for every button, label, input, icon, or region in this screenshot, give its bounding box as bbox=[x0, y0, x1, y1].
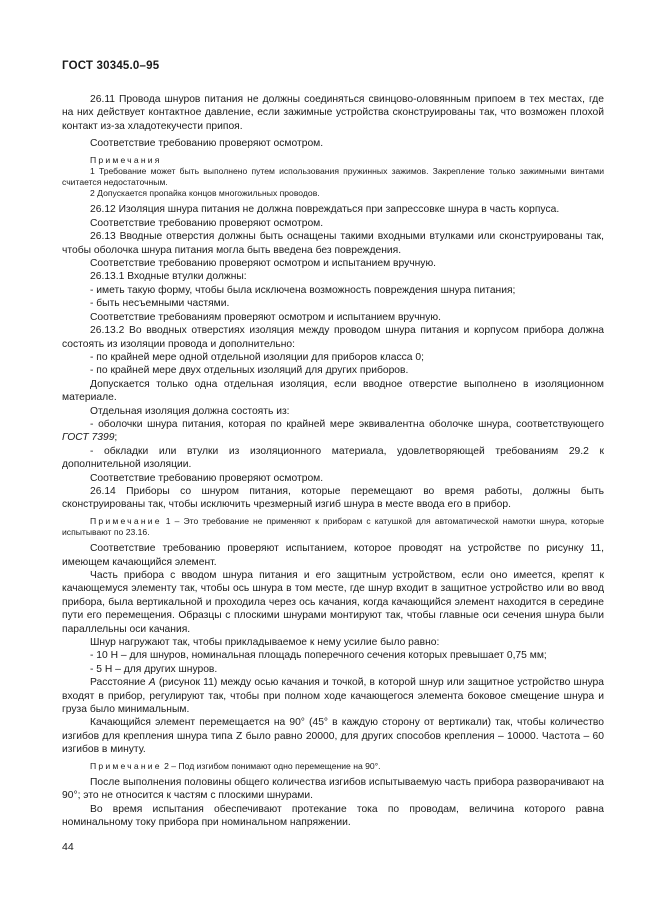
document-header: ГОСТ 30345.0–95 bbox=[62, 60, 160, 72]
compliance-text: Соответствие требованиям проверяют осмотром и испытанием вручную. bbox=[90, 311, 441, 323]
compliance-text: Соответствие требованию проверяют осмотром. bbox=[90, 138, 324, 150]
clause-26-13-2: 26.13.2 Во вводных отверстиях изоляция между проводом шнура питания и корпусом прибора должна состоять из изоляции провода и дополнительно: bbox=[62, 325, 604, 350]
note-label: Примечание bbox=[90, 515, 162, 526]
list-item: - обкладки или втулки из изоляционного материала, удовлетворяющей требованиям 29.2 к дополнительной изоляции. bbox=[62, 445, 604, 471]
compliance-text: Соответствие требованию проверяют осмотром. bbox=[90, 217, 324, 229]
compliance-text: Соответствие требованию проверяют испытанием, которое проводят на устройстве по рисунку 11, имеющем качающийся элемент. bbox=[62, 543, 604, 568]
note-text: 2 – Под изгибом понимают одно перемещение на 90°. bbox=[161, 760, 381, 771]
note-text: 1 – Это требование не применяют к приборам с катушкой для автоматической намотки шнура, которые испытывают по 23.16. bbox=[62, 515, 604, 537]
list-item: - иметь такую форму, чтобы была исключена возможность повреждения шнура питания; bbox=[90, 284, 516, 296]
clause-26-13: 26.13 Вводные отверстия должны быть оснащены такими входными втулками или сконструированы так, чтобы оболочка шнура питания могла быть введена без повреждения. bbox=[62, 231, 604, 256]
list-item: - по крайней мере двух отдельных изоляций для других приборов. bbox=[90, 365, 409, 377]
paragraph: Шнур нагружают так, чтобы прикладываемое к нему усилие было равно: bbox=[90, 637, 440, 649]
clause-26-13-1: 26.13.1 Входные втулки должны: bbox=[90, 271, 247, 283]
clause-26-11: 26.11 Провода шнуров питания не должны соединяться свинцово-оловянным припоем в тех местах, где на них действует контактное давление, если зажимные устройства сконструированы так, что возможен плохой контакт из-за хладотекучести припоя. bbox=[62, 94, 604, 132]
paragraph: Во время испытания обеспечивают протекание тока по проводам, величина которого равна номинальному току прибора при номинальном напряжении. bbox=[62, 803, 604, 829]
list-item: - 5 Н – для других шнуров. bbox=[90, 663, 218, 675]
note-2-block bbox=[62, 761, 604, 772]
document-body bbox=[62, 93, 604, 830]
note-1: 1 Требование может быть выполнено путем использования пружинных зажимов. Закрепление только зажимными винтами считается недостаточным. bbox=[62, 165, 604, 188]
compliance-text: Соответствие требованию проверяют осмотром. bbox=[90, 472, 324, 484]
text-part: Расстояние bbox=[90, 677, 149, 689]
notes-heading: Примечания bbox=[90, 154, 162, 165]
list-item: - по крайней мере одной отдельной изоляции для приборов класса 0; bbox=[90, 351, 424, 363]
paragraph: Допускается только одна отдельная изоляция, если вводное отверстие выполнено в изоляционном материале. bbox=[62, 378, 604, 404]
paragraph: Отдельная изоляция должна состоять из: bbox=[90, 405, 290, 417]
page-number: 44 bbox=[62, 841, 74, 853]
paragraph bbox=[62, 676, 604, 716]
compliance-text: Соответствие требованию проверяют осмотром и испытанием вручную. bbox=[90, 258, 437, 270]
text-part: (рисунок 11) между осью качания и точкой, в которой шнур или защитное устройство шнура входят в прибор, регулируют так, чтобы при полном ходе качающегося элемента боковое смещение шнура и груза было минимальным. bbox=[62, 677, 604, 716]
standard-reference: ГОСТ 7399 bbox=[62, 432, 115, 444]
note-label: Примечание bbox=[90, 760, 162, 771]
paragraph: Часть прибора с вводом шнура питания и его защитным устройством, если оно имеется, крепят к качающемуся элементу так, чтобы ось шнура в том месте, где шнур входит в защитное устройство или во ввод прибора, была вертикальной и проходила через ось качания, когда качающийся элемент находится в середине пути его перемещения. Образцы с плоскими шнурами монтируют так, чтобы главные оси сечения шнура были параллельны оси качания. bbox=[62, 570, 604, 635]
list-item bbox=[62, 418, 604, 445]
clause-26-12: 26.12 Изоляция шнура питания не должна повреждаться при запрессовке шнура в часть корпуса. bbox=[90, 204, 560, 216]
paragraph: После выполнения половины общего количества изгибов испытываемую часть прибора разворачивают на 90°; это не относится к частям с плоскими шнурами. bbox=[62, 776, 604, 802]
list-item-text: - оболочки шнура питания, которая по крайней мере эквивалентна оболочке шнура, соответствующего bbox=[90, 418, 604, 430]
paragraph: Качающийся элемент перемещается на 90° (45° в каждую сторону от вертикали) так, чтобы количество изгибов для крепления шнура типа Z было равно 20000, для других способов крепления – 10000. Частота – 60 изгибов в минуту. bbox=[62, 717, 604, 756]
list-item: - 10 Н – для шнуров, номинальная площадь поперечного сечения которых превышает 0,75 мм; bbox=[90, 650, 547, 662]
note-1-block bbox=[62, 516, 604, 538]
list-item: - быть несъемными частями. bbox=[90, 298, 230, 310]
distance-symbol: А bbox=[148, 677, 156, 689]
clause-26-14: 26.14 Приборы со шнуром питания, которые перемещают во время работы, должны быть сконструированы так, чтобы исключить чрезмерный изгиб шнура в месте ввода его в прибор. bbox=[62, 485, 604, 511]
punctuation: ; bbox=[114, 432, 118, 444]
note-2: 2 Допускается пропайка концов многожильных проводов. bbox=[90, 188, 320, 199]
